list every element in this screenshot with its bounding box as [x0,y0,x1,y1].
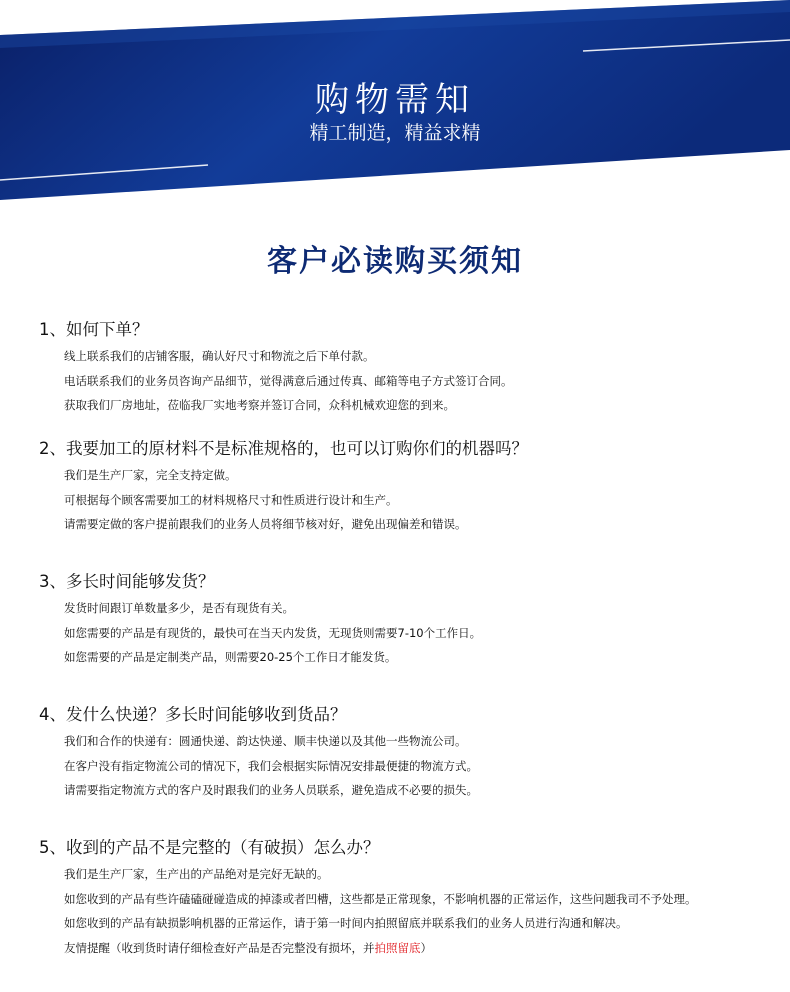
answer-line: 线上联系我们的店铺客服，确认好尺寸和物流之后下单付款。 [64,349,375,363]
answer-line: 我们是生产厂家，完全支持定做。 [64,468,237,482]
faq-question: 2、我要加工的原材料不是标准规格的，也可以订购你们的机器吗？ [39,439,528,458]
answer-line: 发货时间跟订单数量多少，是否有现货有关。 [64,601,294,615]
faq-question: 5、收到的产品不是完整的（有破损）怎么办？ [39,838,380,857]
header-banner [0,0,790,200]
notice-title: 客户必读购买须知 [267,244,523,279]
faq-answer [64,463,467,537]
faq-answer [64,862,697,960]
faq-question: 3、多长时间能够发货？ [39,572,215,591]
reminder-highlight: 拍照留底 [374,940,421,955]
answer-line: 可根据每个顾客需要加工的材料规格尺寸和性质进行设计和生产。 [64,492,398,507]
reminder-close: ） [420,940,432,955]
answer-line: 请需要定做的客户提前跟我们的业务人员将细节核对好，避免出现偏差和错误。 [64,517,467,531]
faq-answer [64,596,481,670]
answer-line: 如您收到的产品有缺损影响机器的正常运作，请于第一时间内拍照留底并联系我们的业务人员进行沟通和解决。 [64,916,628,930]
faq-answer [64,344,513,418]
answer-line: 如您需要的产品是有现货的，最快可在当天内发货，无现货则需要7-10个工作日。 [64,625,482,640]
answer-line: 我们是生产厂家，生产出的产品绝对是完好无缺的。 [64,867,329,881]
answer-line: 获取我们厂房地址，莅临我厂实地考察并签订合同，众科机械欢迎您的到来。 [64,398,455,412]
answer-line: 电话联系我们的业务员咨询产品细节，觉得满意后通过传真、邮箱等电子方式签订合同。 [64,373,513,388]
banner-title: 购物需知 [315,80,475,120]
faq-question: 1、如何下单？ [39,320,149,339]
reminder-line [64,936,697,961]
faq-answer [64,729,478,803]
answer-line: 如您收到的产品有些许磕磕碰碰造成的掉漆或者凹槽，这些都是正常现象，不影响机器的正常运作，这些问题我司不予处理。 [64,891,697,906]
answer-line: 如您需要的产品是定制类产品，则需要20-25个工作日才能发货。 [64,650,397,664]
answer-line: 请需要指定物流方式的客户及时跟我们的业务人员联系，避免造成不必要的损失。 [64,783,478,797]
faq-question: 4、发什么快递？多长时间能够收到货品？ [39,705,347,724]
banner-subtitle: 精工制造，精益求精 [309,122,481,144]
answer-line: 在客户没有指定物流公司的情况下，我们会根据实际情况安排最便捷的物流方式。 [64,758,478,773]
answer-line: 我们和合作的快递有：圆通快递、韵达快递、顺丰快递以及其他一些物流公司。 [64,734,467,748]
reminder-text: 友情提醒（收到货时请仔细检查好产品是否完整没有损坏，并 [64,940,375,955]
